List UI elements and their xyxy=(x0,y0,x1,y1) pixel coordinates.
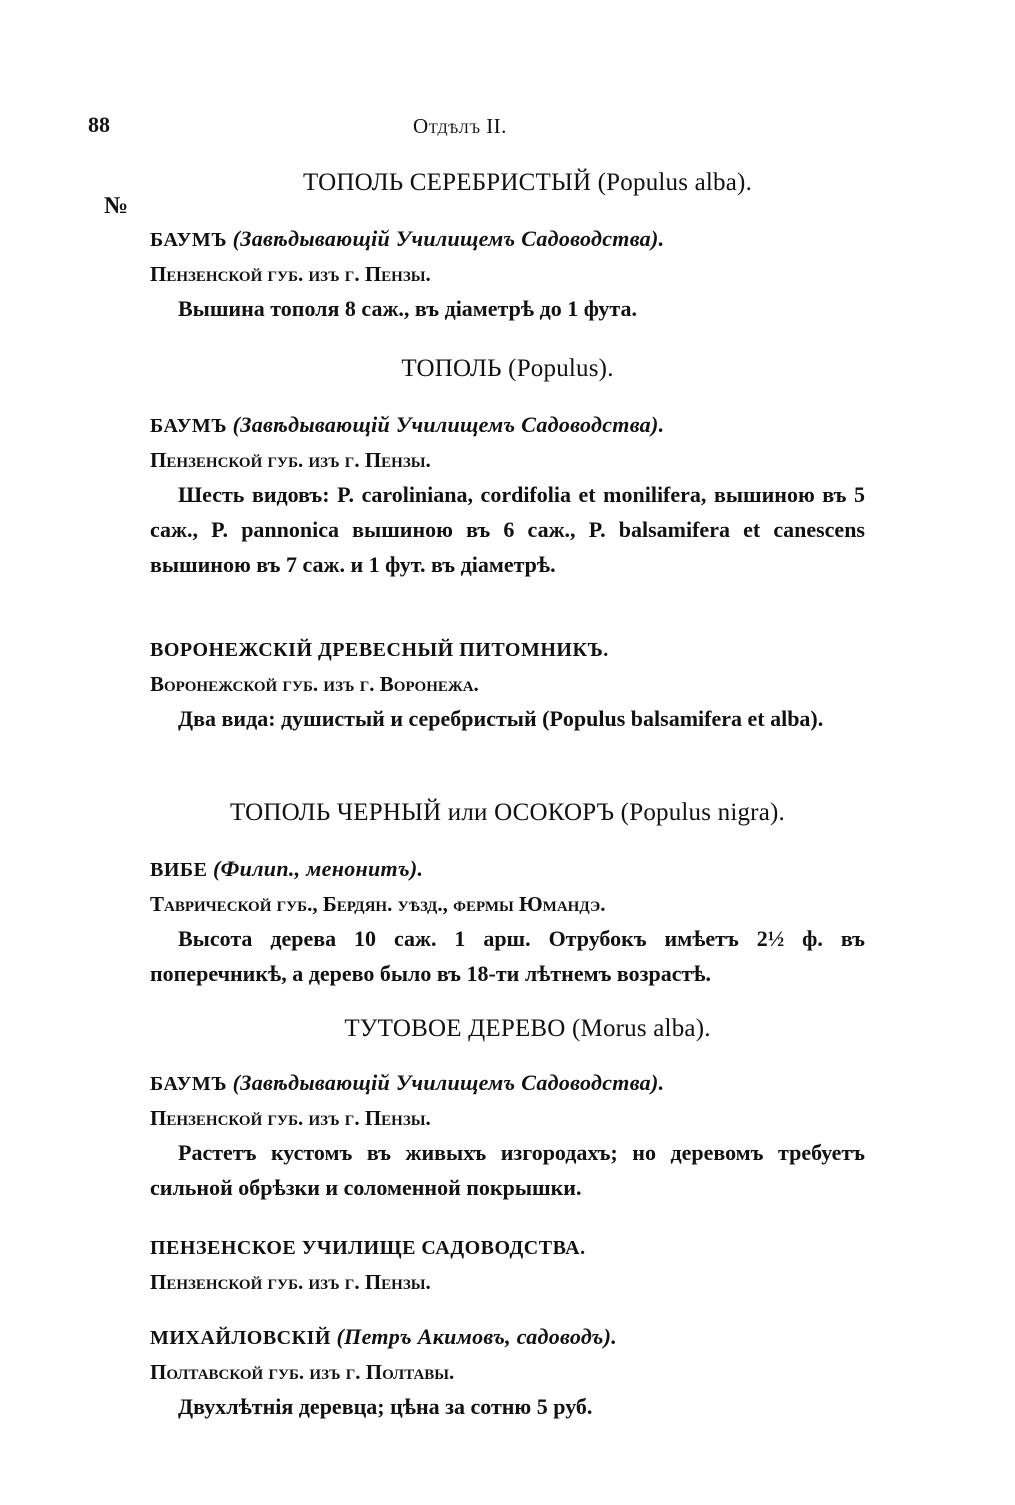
page-number: 88 xyxy=(88,112,110,137)
exhibitor-name: ВОРОНЕЖСКІЙ ДРЕВЕСНЫЙ ПИТОМНИКЪ. xyxy=(150,639,609,661)
entry-location: Пензенской губ. изъ г. Пензы. xyxy=(150,1270,431,1294)
entry xyxy=(150,852,865,991)
exhibitor-note: (Петръ Акимовъ, садоводъ). xyxy=(336,1324,618,1349)
entry-name-line xyxy=(150,1230,865,1265)
entry-location: Пензенской губ. изъ г. Пензы. xyxy=(150,262,431,286)
entry-description: Высота дерева 10 саж. 1 арш. Отрубокъ имѣетъ 2½ ф. въ поперечникѣ, а дерево было въ 18-ти лѣтнемъ возрастѣ. xyxy=(150,926,865,986)
entry-description: Двухлѣтнія деревца; цѣна за сотню 5 руб. xyxy=(178,1394,593,1419)
section-populus-alba xyxy=(150,166,865,200)
exhibitor-name: БАУМЪ xyxy=(150,415,228,437)
running-head: Отдѣлъ II. xyxy=(413,114,507,138)
entry-location: Полтавской губ. изъ г. Полтавы. xyxy=(150,1360,455,1384)
entry-name-line xyxy=(150,632,865,667)
exhibitor-name: МИХАЙЛОВСКІЙ xyxy=(150,1327,331,1349)
section-title: ТОПОЛЬ СЕРЕБРИСТЫЙ (Populus alba). xyxy=(302,169,753,196)
section-title: ТУТОВОЕ ДЕРЕВО (Morus alba). xyxy=(344,1015,711,1042)
exhibitor-name: ВИБЕ xyxy=(150,859,208,881)
entry-name-line xyxy=(150,1320,865,1355)
exhibitor-name: ПЕНЗЕНСКОЕ УЧИЛИЩЕ САДОВОДСТВА. xyxy=(150,1237,586,1259)
page-header xyxy=(88,112,928,142)
entry-location: Пензенской губ. изъ г. Пензы. xyxy=(150,448,431,472)
entry-name-line xyxy=(150,1066,865,1101)
entry-name-line xyxy=(150,408,865,443)
entry xyxy=(150,1066,865,1205)
section-morus-alba xyxy=(150,1012,865,1046)
entry xyxy=(150,1230,865,1299)
entry-name-line xyxy=(150,222,865,257)
entry xyxy=(150,408,865,582)
entry-location: Таврической губ., Бердян. уѣзд., фермы Юмандэ. xyxy=(150,892,606,916)
entry-description: Вышина тополя 8 саж., въ діаметрѣ до 1 фута. xyxy=(178,296,637,321)
entry-name-line xyxy=(150,852,865,887)
section-title: ТОПОЛЬ ЧЕРНЫЙ или ОСОКОРЪ (Populus nigra). xyxy=(230,799,785,826)
entry-description: Растетъ кустомъ въ живыхъ изгородахъ; но деревомъ требуетъ сильной обрѣзки и соломенной покрышки. xyxy=(150,1140,865,1200)
exhibitor-note: (Завѣдывающій Училищемъ Садоводства). xyxy=(232,226,665,251)
entry xyxy=(150,632,865,736)
entry-location: Воронежской губ. изъ г. Воронежа. xyxy=(150,672,479,696)
section-populus-nigra xyxy=(150,796,865,830)
exhibitor-note: (Филип., менонитъ). xyxy=(213,856,424,881)
section-populus xyxy=(150,352,865,386)
entry-description: Шесть видовъ: P. caroliniana, cordifolia et monilifera, вышиною въ 5 саж., P. pannonica вышиною въ 6 саж., P. balsamifera et canescens вышиною въ 7 саж. и 1 фут. въ діаметрѣ. xyxy=(150,482,865,577)
entry-description: Два вида: душистый и серебристый (Populus balsamifera et alba). xyxy=(178,706,824,731)
number-column-mark: № xyxy=(104,193,129,219)
entry xyxy=(150,222,865,326)
exhibitor-name: БАУМЪ xyxy=(150,229,228,251)
section-title: ТОПОЛЬ (Populus). xyxy=(401,355,614,382)
entry-location: Пензенской губ. изъ г. Пензы. xyxy=(150,1106,431,1130)
exhibitor-name: БАУМЪ xyxy=(150,1073,228,1095)
entry xyxy=(150,1320,865,1424)
exhibitor-note: (Завѣдывающій Училищемъ Садоводства). xyxy=(232,412,665,437)
exhibitor-note: (Завѣдывающій Училищемъ Садоводства). xyxy=(232,1070,665,1095)
